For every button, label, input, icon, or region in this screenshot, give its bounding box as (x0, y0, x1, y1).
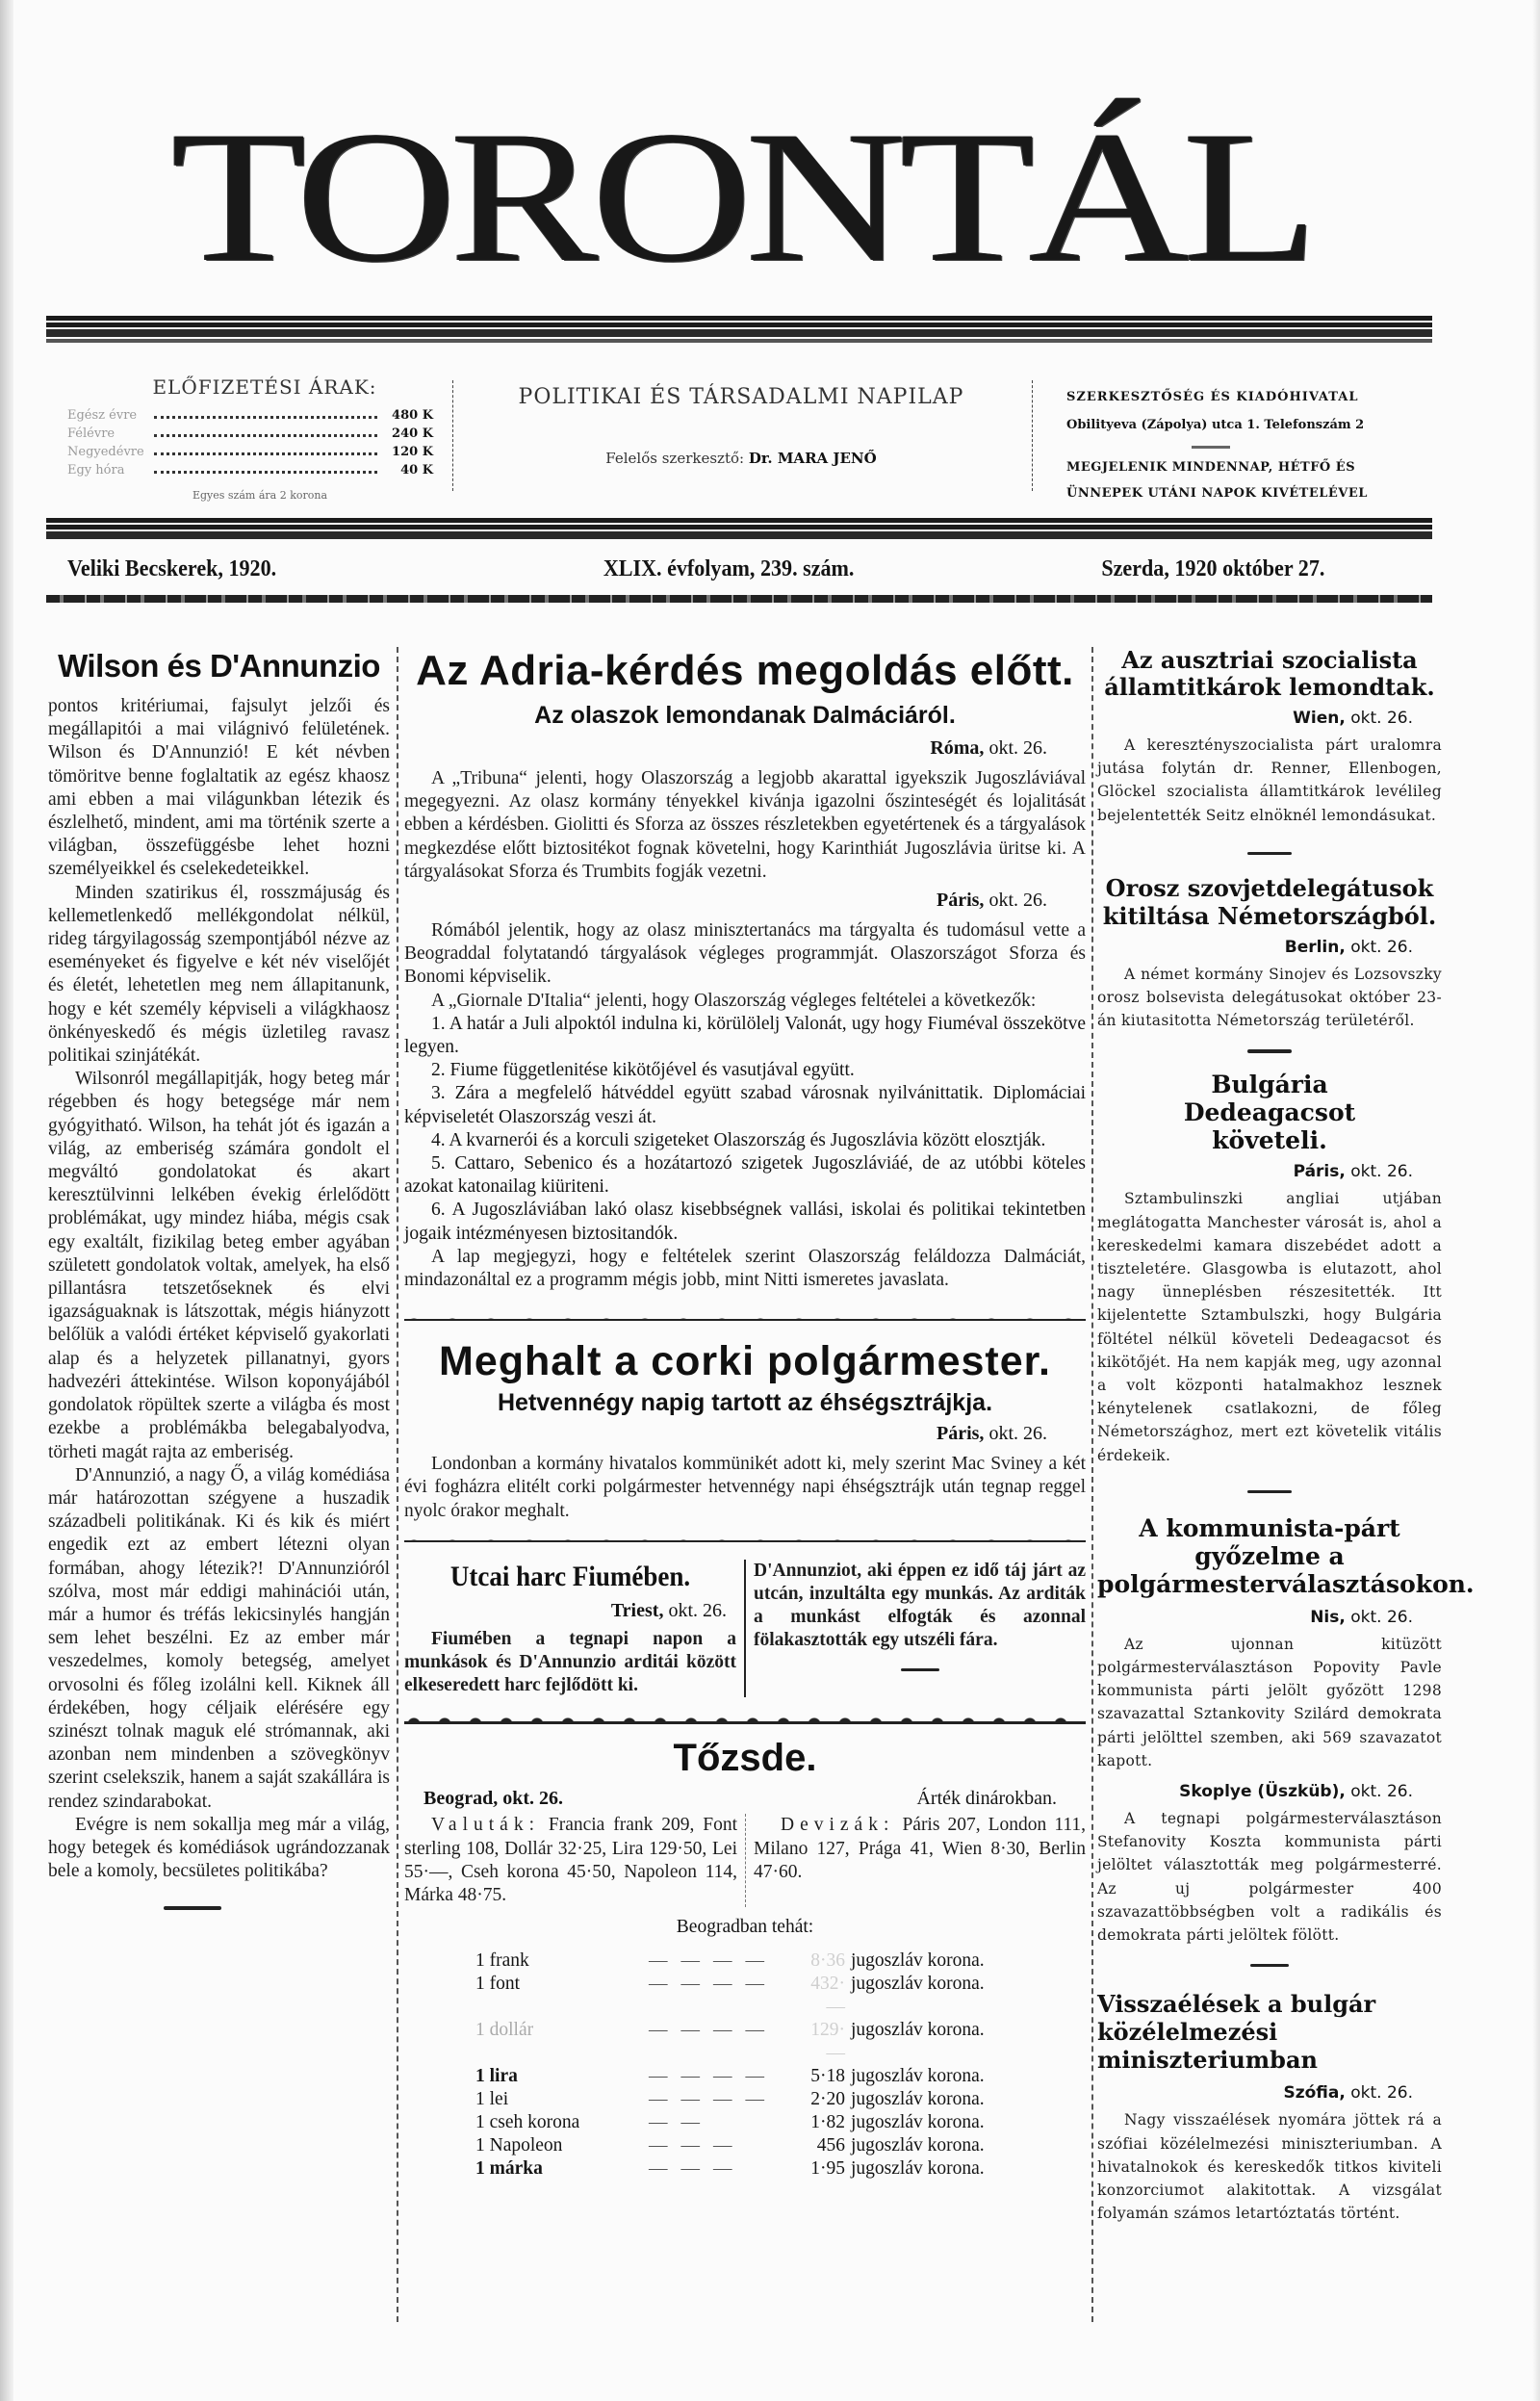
price-label: Egy hóra (67, 463, 125, 478)
dateline-date: okt. 26. (1350, 1782, 1413, 1802)
masthead (38, 92, 1444, 301)
editor-name: Dr. MARA JENŐ (748, 450, 877, 467)
office-title: SZERKESZTŐSÉG ÉS KIADÓHIVATAL (1066, 390, 1359, 404)
price-row (67, 463, 433, 481)
editor-label: Felelős szerkesztő: (605, 450, 745, 467)
article-title: Bulgária Dedeagacsot követeli. (1183, 1071, 1356, 1155)
issue-date: Szerda, 1920 október 27. (1101, 556, 1325, 581)
dot-leader (154, 416, 377, 419)
article-sofia (1097, 1990, 1442, 2225)
dateline-place: Skoplye (Üszküb), (1179, 1782, 1346, 1802)
condition-item: 4. A kvarnerói és a korculi szigeteket Olaszország és Jugoszlávia között elosztják. (431, 1129, 1046, 1150)
exchange-value: 2·20 (810, 2089, 845, 2110)
article-cork (404, 1334, 1086, 1523)
newspaper-subtitle: POLITIKAI ÉS TÁRSADALMI NAPILAP (518, 385, 964, 409)
exchange-value: 456 (816, 2135, 845, 2156)
article-paragraph: A „Giornale D'Italia“ jelenti, hogy Olaszország végleges feltételei a következők: (431, 990, 1037, 1011)
leader-dashes: ——— (649, 2158, 746, 2180)
fiume-right (746, 1560, 1086, 1698)
article-bulgaria (1097, 1071, 1442, 1492)
devizas-label: Devizák: (781, 1815, 895, 1836)
article-subtitle: Hetvennégy napig tartott az éhségsztrájkja. (497, 1389, 993, 1417)
condition-item: 3. Zára a megfelelő hátvéddel együtt szabad városnak nyilvánittatik. Diplomáciai képviseletét Olaszország veszi át. (404, 1083, 1086, 1127)
devizas-paragraph (746, 1814, 1086, 1907)
office-info (1066, 390, 1451, 501)
article-subtitle: Az olaszok lemondanak Dalmáciáról. (534, 702, 956, 729)
price-value: 120 K (392, 445, 433, 459)
right-column (1097, 646, 1475, 2225)
article-paragraph: Londonban a kormány hivatalos kommünikét adott ki, mely szerint Mac Sviney a két évi fogházra elitélt corki polgármester hetvennégy napi éhségsztrájk után tegnap reggel nyolc órakor meghalt. (404, 1454, 1086, 1521)
article-dateline (1097, 938, 1413, 957)
ornamental-divider (404, 1711, 1086, 1724)
dateline-date: okt. 26. (988, 890, 1047, 912)
article-title: Utcai harc Fiumében. (449, 1560, 691, 1592)
price-row (67, 445, 433, 463)
bourse-rates (404, 1814, 1086, 1907)
place-year: Veliki Becskerek, 1920. (67, 556, 277, 581)
dateline-place: Páris, (1293, 1162, 1346, 1182)
header-center (457, 385, 1025, 467)
ornament-rule (1192, 446, 1230, 449)
dateline-date: okt. 26. (988, 737, 1047, 759)
exchange-unit: jugoszláv korona. (851, 2158, 985, 2180)
article-end-rule (1247, 852, 1292, 855)
article-dateline (1097, 709, 1413, 728)
article-paragraph: Az ujonnan kitüzött polgármesterválasztáson Popovity Pavle kommunista párti jelölt győzött 1298 szavazattal Sztankovity Szilárd demokrata párti jelölttel szemben, aki 569 szavazatot kapott. (1097, 1635, 1442, 1769)
currencies-values: Francia frank 209, Font sterling 108, Dollár 32·25, Lira 129·50, Lei 55·—, Cseh korona 45·50, Napoleon 114, Márka 48·75. (404, 1815, 737, 1906)
bourse-dateline: Beograd, okt. 26. (424, 1788, 563, 1810)
exchange-unit: jugoszláv korona. (851, 1974, 985, 1995)
exchange-row (475, 2157, 1014, 2181)
article-title: Az Adria-kérdés megoldás előtt. (416, 647, 1074, 694)
exchange-table (475, 1949, 1014, 2181)
price-value: 480 K (392, 408, 433, 423)
masthead-rule (46, 316, 1432, 343)
price-row (67, 426, 433, 445)
article-title: Orosz szovjetdelegátusok kitiltása Németországból. (1102, 873, 1437, 930)
price-label: Félévre (67, 426, 116, 441)
subscription-heading: ELŐFIZETÉSI ÁRAK: (152, 375, 377, 399)
office-address: Obilityeva (Zápolya) utca 1. Telefonszám 2 (1066, 418, 1365, 432)
price-label: Negyedévre (67, 445, 144, 459)
exchange-unit: jugoszláv korona. (851, 2020, 985, 2041)
dateline-date: okt. 26. (1350, 1162, 1413, 1182)
dateline-date: okt. 26. (1350, 1607, 1413, 1627)
column-divider (1091, 647, 1093, 2322)
exchange-row (475, 1973, 1014, 2019)
article-adria (404, 647, 1086, 1292)
article-fiume (404, 1560, 1086, 1698)
article-end-rule (1247, 1490, 1292, 1493)
article-paragraph: Nagy visszaélések nyomára jöttek rá a szófiai közélelmezési miniszteriumban. A hivatalnokok és kereskedők titkos kiviteli konzorciumot alakitottak. A vizsgálat folyamán számos letartóztatás történt. (1097, 2111, 1442, 2223)
article-paragraph: A lap megjegyzi, hogy e feltételek szerint Olaszország feláldozza Dalmáciát, mindazonáltal ez a programm mégis jobb, mint Nitti ismeretes javaslata. (404, 1246, 1086, 1291)
dot-leader (154, 452, 377, 455)
condition-item: 1. A határ a Juli alpoktól indulna ki, körülölelj Valonát, ugy hogy Fiuméval összekötve legyen. (404, 1013, 1086, 1058)
dateline-date: okt. 26. (1350, 709, 1413, 728)
article-paragraph: A „Tribuna“ jelenti, hogy Olaszország a legjobb akarattal igyekszik Jugoszláviával megegyezni. Az olasz kormány tényekkel kivánja igazolni őszinteségét és lojalitását ebben a kérdésben. Giolitti és Sforza az összes részletekben egyetértenek és a tárgyalások megkezdése előtt biztositékot fognak követelni, hogy Karinthiát Jugoszlávia üritse ki. A tárgyalásokat Sforza és Trumbits fogják vezetni. (404, 768, 1086, 882)
leader-dashes: ———— (649, 2066, 778, 2087)
article-dateline (404, 1423, 1047, 1445)
price-label: Egész évre (67, 408, 138, 423)
article-paragraph: D'Annunziot, aki éppen ez idő táj járt az utcán, inzultálta egy munkás. Az arditák a munkást elfogták és azonnal fölakasztották egy utszéli fára. (754, 1560, 1086, 1651)
leader-dashes: ———— (649, 1950, 778, 1972)
article-title: A kommunista-párt győzelme a polgármesterválasztásokon. (1097, 1513, 1475, 1598)
dateline-place: Páris, (937, 890, 985, 912)
article-title: Meghalt a corki polgármester. (439, 1338, 1051, 1385)
dateline-date: okt. 26. (988, 1423, 1047, 1445)
article-dateline (1097, 1782, 1413, 1801)
dateline-place: Triest, (610, 1599, 664, 1621)
publication-schedule: MEGJELENIK MINDENNAP, HÉTFŐ ÉS (1066, 460, 1356, 475)
publication-schedule-exception: ÜNNEPEK UTÁNI NAPOK KIVÉTELÉVEL (1066, 486, 1368, 501)
article-end-rule (164, 1906, 221, 1910)
ornamental-divider (404, 1311, 1086, 1321)
dateline-place: Wien, (1293, 709, 1346, 728)
article-paragraph: Fiumében a tegnapi napon a munkások és D'Annunzio arditái között elkeseredett harc fejlődött ki. (404, 1628, 736, 1696)
price-value: 240 K (392, 426, 433, 441)
price-value: 40 K (400, 463, 433, 478)
article-dateline (1097, 2083, 1413, 2103)
dateline-place: Nis, (1310, 1607, 1346, 1627)
exchange-unit: jugoszláv korona. (851, 1950, 985, 1972)
dateline-place: Páris, (937, 1423, 985, 1445)
dateline-place: Szófia, (1283, 2083, 1346, 2104)
exchange-value: 1·95 (810, 2158, 845, 2180)
subscription-prices (67, 375, 433, 502)
exchange-item: 1 frank (475, 1950, 529, 1972)
header-divider (452, 380, 453, 491)
article-communist (1097, 1513, 1475, 1967)
page-scan-edge-right (1532, 0, 1540, 2401)
dateline-date: okt. 26. (668, 1599, 727, 1621)
leader-dashes: ———— (649, 1974, 778, 1995)
article-soviet (1097, 874, 1442, 1054)
article-paragraph: Wilsonról megállapitják, hogy beteg már régebben és hogy betegsége már nem gyógyitható. Wilson, ha tehát jót és igazán a világ, az emberiség számára gondolt el megváltó gondolatokat és akart keresztülvinni lelkében évekig érlelődött problémákat, ugy mindez hiába, mégis csak egy exaltált, fizikilag beteg ember agyában született gondolatok voltak, amelyek, ha első pillantásra tetszetőseknek és elvi igazságuaknak is látszottak, mégis hiányzott belőlük a valódi értéket képviselő gyakorlati alap és a helyzetek pillanatnyi, gyors hadvezéri áttekintése. Wilson koponyájából gondolatok röpültek szerte a világba és most ezekbe a problémákba belegabalyodva, törheti magát rajta az emberiség. (48, 1069, 390, 1462)
article-dateline (1097, 1162, 1413, 1181)
exchange-item: 1 Napoleon (475, 2135, 563, 2156)
leader-dashes: ———— (649, 2089, 778, 2110)
newspaper-title: TORONTÁL (170, 92, 1312, 301)
leader-dashes: —— (649, 2112, 713, 2133)
bourse-unit-note: Árték dinárokban. (916, 1788, 1057, 1810)
column-divider (397, 647, 398, 2322)
article-title: Tőzsde. (673, 1737, 817, 1780)
center-column (404, 647, 1086, 2181)
currencies-label: Valuták: (431, 1815, 540, 1836)
exchange-item: 1 cseh korona (475, 2112, 580, 2133)
dateline-date: okt. 26. (1350, 2083, 1413, 2104)
article-dateline (1097, 1608, 1413, 1627)
leader-dashes: ——— (649, 2135, 746, 2156)
fiume-left (404, 1560, 746, 1698)
exchange-value: 432·— (810, 1974, 845, 2018)
exchange-value: 1·82 (810, 2112, 845, 2133)
article-paragraph: A tegnapi polgármesterválasztáson Stefanovity Koszta kommunista párti jelöltet választották meg polgármesterré. Az uj polgármester 400 szavazattöbbségben volt a radikális és demokrata párti jelöltek fölött. (1097, 1810, 1442, 1945)
issue-dateline (67, 556, 1324, 582)
article-paragraph: D'Annunzió, a nagy Ő, a világ komédiása már határozottan szégyene a huszadik századbeli politikának. Ki és kik és miért engedik ezt az embert létezni olyan formában, ahogy létezik?! D'Annunzióról szólva, most már eddigi mahinációi után, már a humor és tréfás lekicsinylés hangján sem lehet beszélni. Ez az ember már veszedelmes, komoly betegség, amelyet orvosolni és főleg izolálni kell. Kiknek áll érdekében, hogy céljaik elérésére egy szinészt tolnak maguk elé strómannak, aki azonban nem mindenben a szövegkönyv szerint cselekszik, hanem a saját szakállára is rendez szindarabokat. (48, 1464, 390, 1812)
article-title: Visszaélések a bulgár közélelmezési miniszteriumban (1097, 1990, 1376, 2075)
article-paragraph: A német kormány Sinojev és Lozsovszky orosz bolsevista delegátusokat október 23-án kiutasitotta Németország területéről. (1097, 965, 1442, 1030)
volume-number: XLIX. évfolyam, 239. szám. (603, 556, 855, 581)
exchange-row (475, 2088, 1014, 2111)
article-title: Wilson és D'Annunzio (58, 648, 380, 684)
exchange-row (475, 2019, 1014, 2065)
article-dateline (404, 1600, 727, 1622)
exchange-table-heading: Beogradban tehát: (676, 1917, 814, 1938)
editor-line (457, 450, 1025, 467)
leader-dashes: ———— (649, 2020, 778, 2041)
devizas-values: Páris 207, London 111, Milano 127, Prága 41, Wien 8·30, Berlin 47·60. (754, 1815, 1087, 1882)
article-title: Az ausztriai szocialista államtitkárok lemondtak. (1104, 646, 1435, 701)
header-divider (1032, 380, 1033, 491)
article-paragraph: Minden szatirikus él, rosszmájuság és kellemetlenkedő mellékgondolat nélkül, rideg tárgyilagosság szempontjából nézve az eseményeket és figyelve e két név viselőjét és életét, lehetetlen meg nem állapitanunk, hogy e két személy képviseli a világkhaosz önkényeskedő és mégis üzletileg ravasz politikai szinjátékát. (48, 882, 390, 1067)
article-dateline (404, 890, 1047, 912)
condition-item: 5. Cattaro, Sebenico és a hozátartozó szigetek Jugoszláviáé, de az utóbbi köteles azokat katonailag kiüriteni. (404, 1153, 1086, 1198)
exchange-row (475, 2111, 1014, 2134)
article-paragraph: pontos kritériumai, fajsulyt jelzői és megállapitói a mai világnivó felületének. Wilson és D'Annunzió! E két névben tömöritve benne foglaltatik az egész khaosz ami ebben a mai világunkban létezik és észlelhető, mindent, ami ma történik szerte a világban, összefüggésbe lehet hozni személyeikkel és cselekedeteikkel. (48, 696, 390, 880)
dot-leader (154, 434, 377, 437)
exchange-item: 1 font (475, 1974, 521, 1995)
exchange-value: 129·— (810, 2020, 845, 2064)
exchange-unit: jugoszláv korona. (851, 2066, 985, 2087)
dateline-place: Berlin, (1284, 937, 1346, 957)
article-dateline (404, 737, 1047, 760)
article-paragraph: A keresztényszocialista párt uralomra jutása folytán dr. Renner, Ellenbogen, Glöckel szocialista államtitkárok levélileg bejelentették Seitz elnöknél lemondásukat. (1097, 736, 1442, 824)
article-paragraph: Evégre is nem sokallja meg már a világ, hogy betegek és komédiások ugrándozzanak bele a komoly, becsületes politikába? (48, 1814, 390, 1882)
article-bourse (404, 1734, 1086, 2181)
bourse-header (424, 1788, 1057, 1810)
article-austria (1097, 647, 1442, 855)
exchange-row (475, 2134, 1014, 2157)
page-scan-edge (0, 0, 13, 2401)
condition-item: 6. A Jugoszláviában lakó olasz kisebbségnek vallási, iskolai és politikai tekintetben jogaik intézményesen biztositandók. (404, 1200, 1086, 1244)
article-end-rule (1247, 1049, 1292, 1053)
article-wilson (48, 647, 390, 1910)
exchange-unit: jugoszláv korona. (851, 2112, 985, 2133)
exchange-item: 1 lei (475, 2089, 509, 2110)
dateline-date: okt. 26. (1350, 937, 1413, 957)
exchange-item: 1 lira (475, 2066, 518, 2087)
exchange-unit: jugoszláv korona. (851, 2135, 985, 2156)
exchange-value: 5·18 (810, 2066, 845, 2087)
price-row (67, 408, 433, 426)
article-paragraph: Rómából jelentik, hogy az olasz minisztertanács ma tárgyalta és tudomásul vette a Beograddal folytatandó tárgyalások végleges programmját. Olaszországot Sforza és Bonomi képviselik. (404, 920, 1086, 988)
header-rule (46, 518, 1432, 541)
exchange-row (475, 1949, 1014, 1973)
exchange-item: 1 márka (475, 2158, 543, 2180)
exchange-unit: jugoszláv korona. (851, 2089, 985, 2110)
currencies-paragraph (404, 1814, 746, 1907)
exchange-item: 1 dollár (475, 2020, 534, 2041)
ornamental-divider (404, 1533, 1086, 1542)
dot-leader (154, 471, 377, 474)
article-end-rule (901, 1668, 939, 1671)
dateline-place: Róma, (930, 737, 985, 759)
dateline-rule (46, 595, 1432, 603)
single-copy-price: Egyes szám ára 2 korona (192, 489, 328, 502)
article-end-rule (1250, 1964, 1289, 1967)
exchange-row (475, 2065, 1014, 2088)
article-paragraph: Sztambulinszki angliai utjában meglátogatta Manchester városát is, ahol a kereskedelmi kamara diszebédet adott a tiszteletére. Glasgowba is elutazott, ahol nagy ünneplésben részesitették. Itt kijelentette Sztambulszki, hogy Bulgária föltétel nélkül követeli Dedeagacsot és kikötőjét. Ha nem kapják meg, ugy azonnal a volt központi hatalmakhoz lesznek kénytelenek csatlakozni, de főleg Németországhoz, mert ezt követelik vitális érdekeik. (1097, 1190, 1442, 1464)
exchange-value: 8·36 (810, 1950, 845, 1972)
condition-item: 2. Fiume függetlenitése kikötőjével és vasutjával együtt. (431, 1060, 855, 1081)
